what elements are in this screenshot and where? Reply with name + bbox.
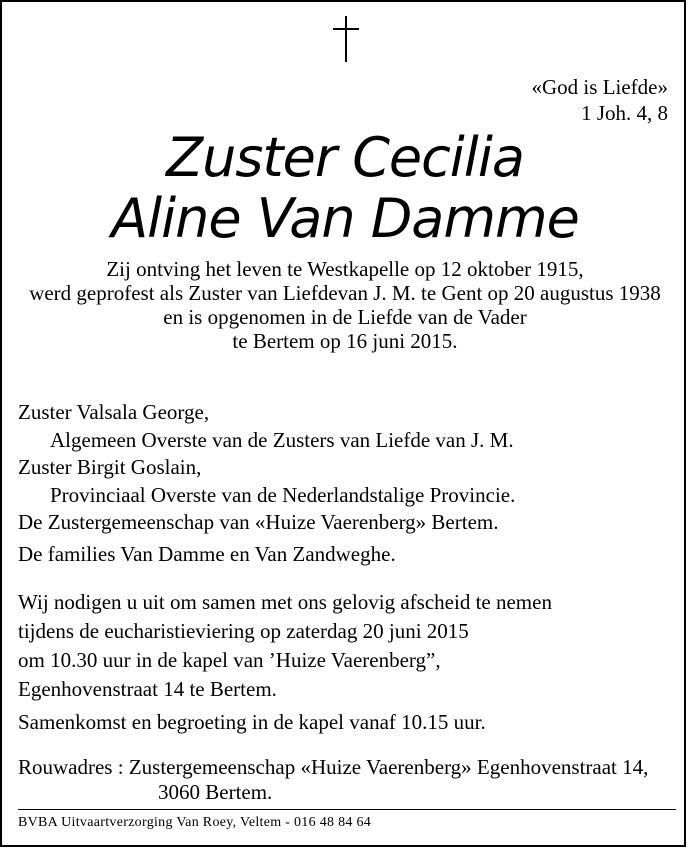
families-line: De families Van Damme en Van Zandweghe.	[18, 542, 396, 566]
invitation-line: om 10.30 uur in de kapel van ’Huize Vaerenberg”,	[18, 648, 441, 672]
funeral-home-footer: BVBA Uitvaartverzorging Van Roey, Veltem - 016 48 84 64	[18, 815, 372, 830]
gathering-line: Samenkomst en begroeting in de kapel vanaf 10.15 uur.	[18, 710, 486, 734]
life-summary-line: Zij ontving het leven te Westkapelle op 12 oktober 1915,	[106, 257, 584, 281]
bible-quote	[532, 74, 668, 126]
address-line: 3060 Bertem.	[158, 780, 273, 804]
latin-cross-icon	[333, 16, 359, 62]
life-summary-line: en is opgenomen in de Liefde van de Vader	[163, 305, 527, 329]
life-summary	[2, 257, 688, 353]
invitation-line: tijdens de eucharistieviering op zaterdag 20 juni 2015	[18, 619, 469, 643]
mourner-title: Algemeen Overste van de Zusters van Liefde van J. M.	[50, 427, 514, 452]
life-summary-line: werd geprofest als Zuster van Liefdevan J. M. te Gent op 20 augustus 1938	[29, 281, 661, 305]
deceased-name-line2: Aline Van Damme	[111, 187, 579, 250]
quote-reference: 1 Joh. 4, 8	[581, 101, 668, 125]
mourner-name: Zuster Birgit Goslain,	[18, 455, 202, 479]
footer-divider	[18, 809, 676, 810]
address-line: Rouwadres : Zustergemeenschap «Huize Vaerenberg» Egenhovenstraat 14,	[18, 755, 649, 779]
invitation-line: Egenhovenstraat 14 te Bertem.	[18, 677, 277, 701]
mourner-name: Zuster Valsala George,	[18, 400, 210, 424]
deceased-name-line1: Zuster Cecilia	[166, 126, 524, 189]
quote-text: «God is Liefde»	[531, 75, 668, 99]
mourner-community: De Zustergemeenschap van «Huize Vaerenberg» Bertem.	[18, 510, 499, 534]
mourners-list	[18, 399, 515, 537]
mourner-title: Provinciaal Overste van de Nederlandstalige Provincie.	[50, 482, 516, 507]
funeral-invitation	[18, 588, 552, 704]
life-summary-line: te Bertem op 16 juni 2015.	[232, 329, 458, 353]
mourning-address	[18, 755, 648, 805]
invitation-line: Wij nodigen u uit om samen met ons gelovig afscheid te nemen	[18, 590, 552, 614]
